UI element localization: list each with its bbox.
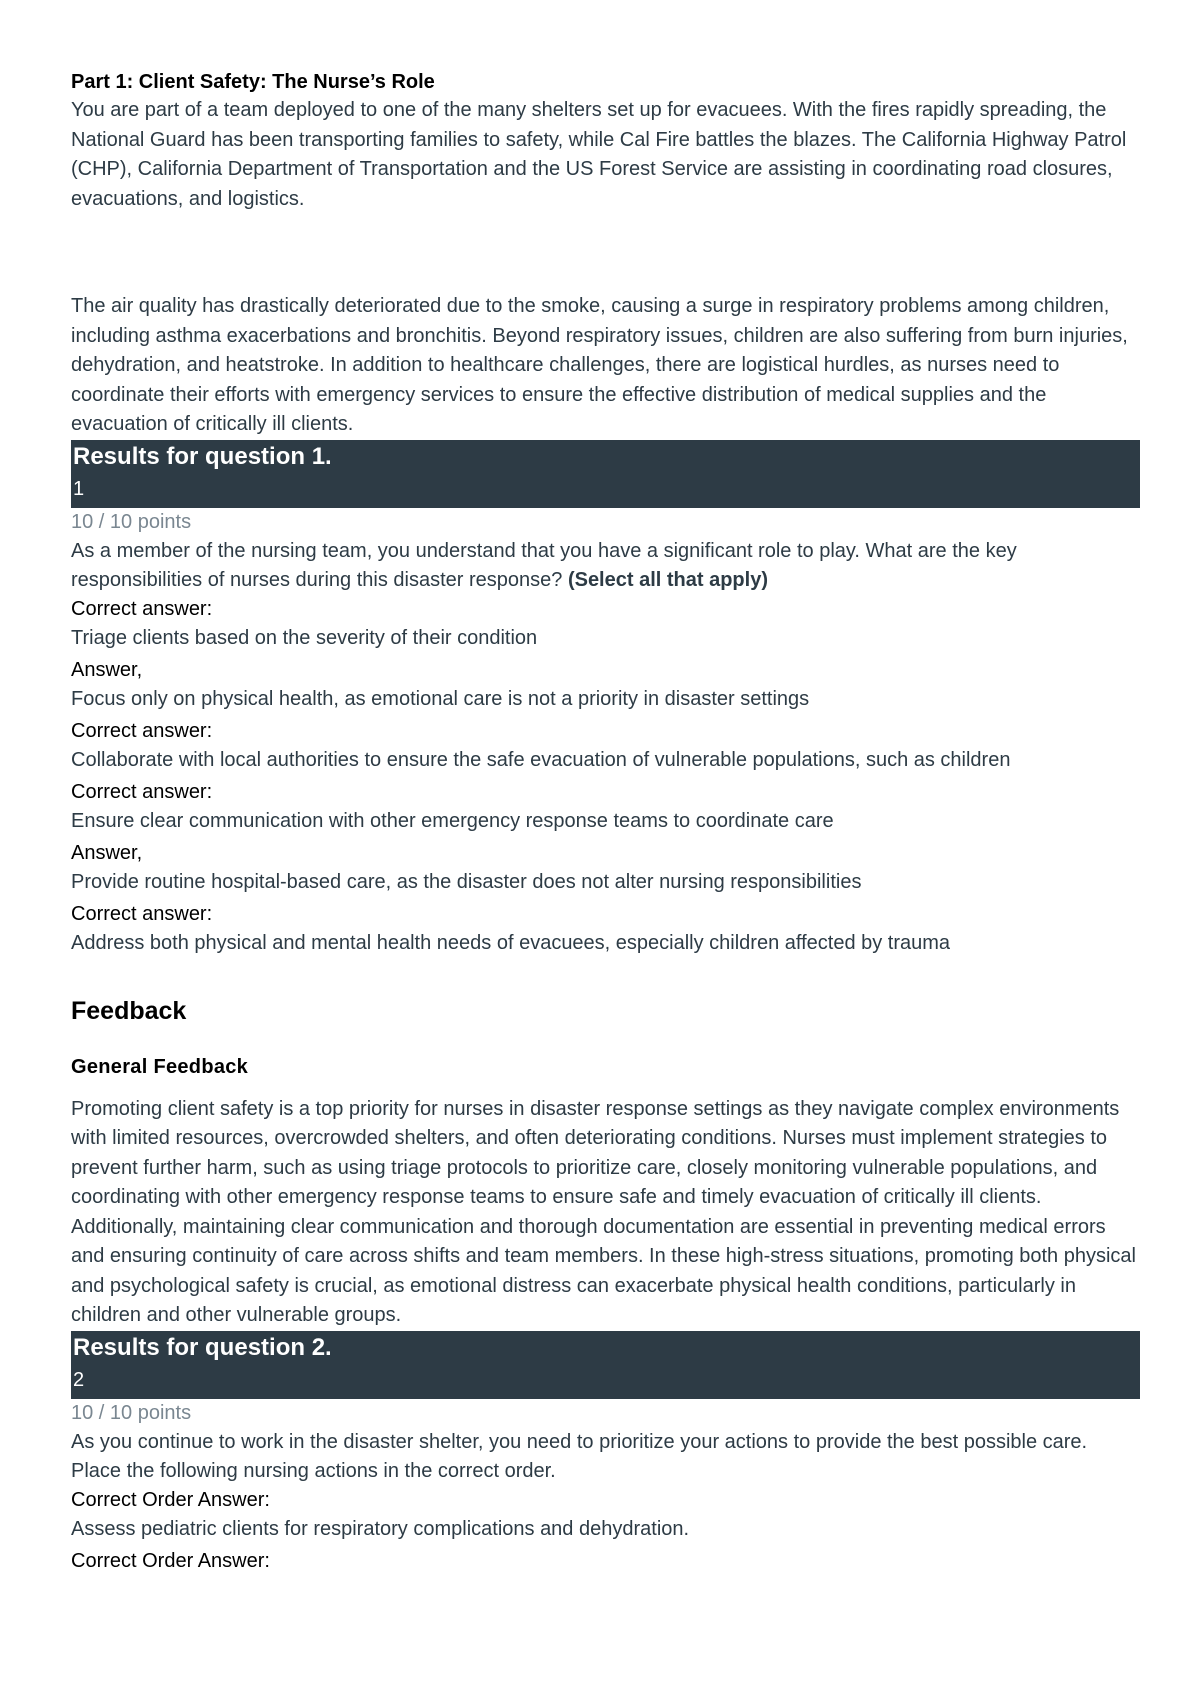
document-page [71,68,1139,1576]
part-title: Part 1: Client Safety: The Nurse’s Role [71,71,435,93]
answer-option: Address both physical and mental health needs of evacuees, especially children affected by trauma [71,931,951,954]
answer-option: Ensure clear communication with other emergency response teams to coordinate care [71,809,834,832]
general-feedback-heading: General Feedback [71,1055,249,1078]
answer-label: Correct Order Answer: [71,1549,270,1572]
question-prompt-emphasis: (Select all that apply) [567,568,768,591]
intro-paragraph-1: You are part of a team deployed to one of the many shelters set up for evacuees. With the fires rapidly spreading, the National Guard has been transporting families to safety, while Cal Fire battles the blazes. The California Highway Patrol (CHP), California Department of Transportation and the US Forest Service are assisting in coordinating road closures, evacuations, and logistics. [71,99,1127,210]
answer-option: Provide routine hospital-based care, as the disaster does not alter nursing responsibilities [71,870,862,893]
answer-option: Focus only on physical health, as emotional care is not a priority in disaster settings [71,687,810,710]
feedback-heading: Feedback [71,996,187,1025]
intro-paragraph-2: The air quality has drastically deteriorated due to the smoke, causing a surge in respiratory problems among children, including asthma exacerbations and bronchitis. Beyond respiratory issues, children are also suffering from burn injuries, dehydration, and heatstroke. In addition to healthcare challenges, there are logistical hurdles, as nurses need to coordinate their efforts with emergency services to ensure the effective distribution of medical supplies and the evacuation of critically ill clients. [71,295,1128,435]
question-points: 10 / 10 points [71,1401,192,1424]
paragraph-gap [71,214,1139,292]
answer-label: Answer, [71,658,143,681]
results-title: Results for question 2. [73,1333,332,1361]
answer-label: Correct answer: [71,597,213,620]
answer-label: Answer, [71,841,143,864]
results-bar-question-1 [71,440,1140,508]
answer-label: Correct answer: [71,902,213,925]
answer-option: Collaborate with local authorities to ensure the safe evacuation of vulnerable populations, such as children [71,748,1011,771]
question-prompt [71,537,1139,595]
results-bar-question-2 [71,1331,1140,1399]
answer-option: Assess pediatric clients for respiratory complications and dehydration. [71,1517,690,1540]
question-number: 1 [73,477,85,500]
answer-option: Triage clients based on the severity of their condition [71,626,538,649]
question-number: 2 [73,1368,85,1391]
answer-label: Correct answer: [71,780,213,803]
general-feedback-text: Promoting client safety is a top priority for nurses in disaster response settings as they navigate complex environments with limited resources, overcrowded shelters, and often deteriorating conditions. Nurses must implement strategies to prevent further harm, such as using triage protocols to prioritize care, closely monitoring vulnerable populations, and coordinating with other emergency response teams to ensure safe and timely evacuation of critically ill clients. Additionally, maintaining clear communication and thorough documentation are essential in preventing medical errors and ensuring continuity of care across shifts and team members. In these high-stress situations, promoting both physical and psychological safety is crucial, as emotional distress can exacerbate physical health conditions, particularly in children and other vulnerable groups. [71,1097,1136,1326]
answer-label: Correct Order Answer: [71,1488,270,1511]
question-prompt: As you continue to work in the disaster shelter, you need to prioritize your actions to provide the best possible care. Place the following nursing actions in the correct order. [71,1430,1088,1482]
answer-label: Correct answer: [71,719,213,742]
results-title: Results for question 1. [73,442,332,470]
question-prompt-text: As a member of the nursing team, you understand that you have a significant role to play. What are the key responsibilities of nurses during this disaster response? [71,539,1017,591]
question-points: 10 / 10 points [71,510,192,533]
